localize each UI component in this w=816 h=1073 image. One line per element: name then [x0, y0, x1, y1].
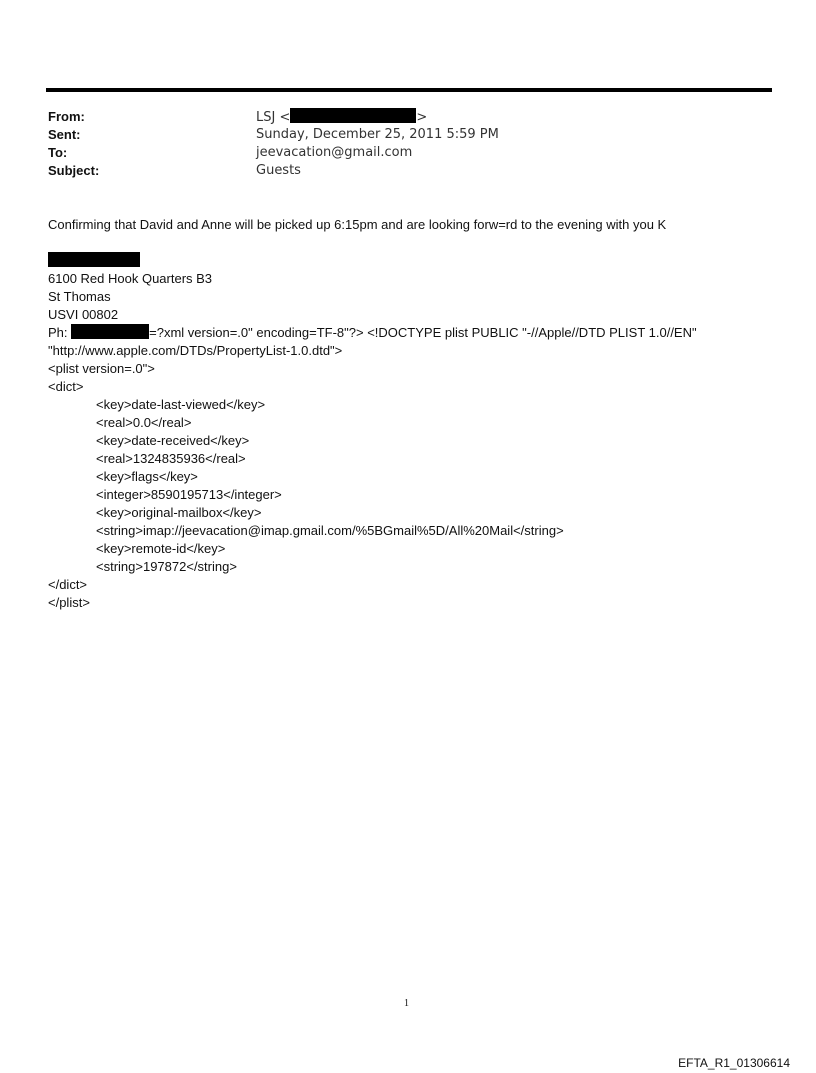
dict-line: <string>imap://jeevacation@imap.gmail.com/%5BGmail%5D/All%20Mail</string>: [96, 523, 564, 538]
phone-tail: =?xml version=.0" encoding=TF-8"?> <!DOCTYPE plist PUBLIC "-//Apple//DTD PLIST 1.0//EN": [149, 325, 697, 340]
from-value-prefix: LSJ <: [256, 110, 291, 125]
dict-line: <string>197872</string>: [96, 559, 237, 574]
phone-line: [48, 324, 697, 342]
subject-label: Subject:: [48, 163, 100, 178]
dict-close-line: </dict>: [48, 577, 88, 592]
dict-line: <integer>8590195713</integer>: [96, 487, 282, 502]
signature-redaction: [48, 252, 140, 267]
message-text: Confirming that David and Anne will be picked up 6:15pm and are looking forw=rd to the evening with you K: [48, 217, 667, 232]
phone-label: Ph:: [48, 325, 68, 340]
sent-label: Sent:: [48, 127, 81, 142]
dict-line: <real>1324835936</real>: [96, 451, 246, 466]
dict-line: <real>0.0</real>: [96, 415, 192, 430]
from-value: [256, 108, 427, 127]
dict-line: <key>original-mailbox</key>: [96, 505, 262, 520]
address-line-2: St Thomas: [48, 289, 111, 304]
to-value: jeevacation@gmail.com: [256, 145, 413, 160]
page-number: 1: [404, 998, 409, 1009]
plist-close-line: </plist>: [48, 595, 90, 610]
document-id: EFTA_R1_01306614: [678, 1056, 790, 1070]
plist-open-line: <plist version=.0">: [48, 361, 155, 376]
dict-open-line: <dict>: [48, 379, 84, 394]
dict-line: <key>date-last-viewed</key>: [96, 397, 266, 412]
address-line-3: USVI 00802: [48, 307, 119, 322]
sent-value: Sunday, December 25, 2011 5:59 PM: [256, 127, 499, 142]
dict-line: <key>date-received</key>: [96, 433, 250, 448]
from-value-suffix: >: [416, 110, 428, 125]
dict-line: <key>remote-id</key>: [96, 541, 226, 556]
address-line-1: 6100 Red Hook Quarters B3: [48, 271, 213, 286]
dtd-line: "http://www.apple.com/DTDs/PropertyList-1.0.dtd">: [48, 343, 343, 358]
header-rule: [46, 88, 772, 92]
to-label: To:: [48, 145, 68, 160]
from-label: From:: [48, 109, 85, 124]
redaction-box: [290, 108, 416, 123]
phone-redaction: [71, 324, 149, 339]
subject-value: Guests: [256, 163, 301, 178]
dict-line: <key>flags</key>: [96, 469, 198, 484]
